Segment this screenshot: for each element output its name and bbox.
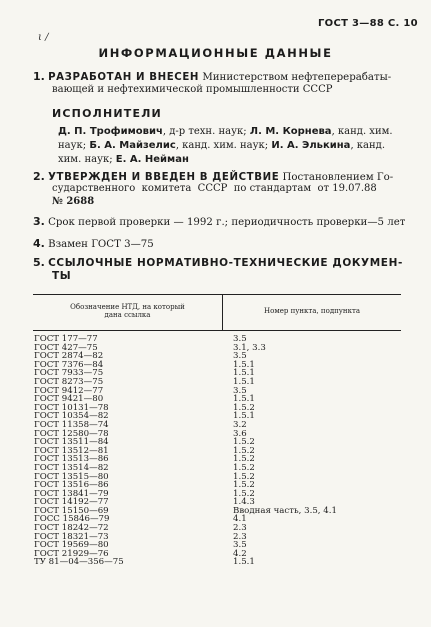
table-cell-item: 2.3	[233, 531, 247, 542]
executors-line3	[58, 154, 189, 165]
executor-name: Д. П. Трофимович	[58, 126, 163, 137]
section-3-number: 3.	[33, 215, 45, 228]
table-cell-doc: ГОСТ 13841—79	[34, 488, 109, 499]
table-cell-doc: ГОСТ 13516—86	[34, 480, 109, 491]
executor-name: Е. А. Нейман	[115, 154, 189, 165]
executor-degree: наук;	[58, 140, 87, 151]
table-cell-item: 1.5.1	[233, 376, 255, 387]
table-cell-item: 1.5.2	[233, 471, 255, 482]
table-cell-doc: ГОСТ 7933—75	[34, 368, 104, 379]
section-4-text: Взамен ГОСТ 3—75	[48, 239, 154, 250]
table-col1-header-line1: Обозначение НТД, на который	[70, 303, 185, 311]
table-cell-doc: ГОСТ 13514—82	[34, 462, 109, 473]
executors-line2	[58, 140, 385, 151]
table-cell-item: 1.5.2	[233, 480, 255, 491]
executor-degree: , канд. хим.	[331, 126, 393, 137]
table-cell-doc: ГОСТ 427—75	[34, 342, 98, 353]
table-cell-doc: ГОСТ 11358—74	[34, 419, 109, 430]
table-cell-item: 1.5.2	[233, 437, 255, 448]
table-cell-doc: ГОСТ 18242—72	[34, 523, 109, 534]
table-cell-item: 3.5	[233, 540, 247, 551]
table-cell-doc: ГОСТ 12580—78	[34, 428, 109, 439]
executor-name: Б. А. Майзелис	[89, 140, 176, 151]
table-cell-item: 4.2	[233, 548, 247, 559]
section-1-text-line1: Министерством нефтеперерабаты-	[202, 72, 392, 83]
section-5-heading-line1: ССЫЛОЧНЫЕ НОРМАТИВНО-ТЕХНИЧЕСКИЕ ДОКУМЕН-	[48, 257, 403, 269]
margin-mark: ι ∕	[38, 32, 49, 43]
table-cell-doc: ГОСТ 7376—84	[34, 359, 104, 370]
table-cell-doc: ГОСТ 13512—81	[34, 445, 109, 456]
section-1	[33, 70, 391, 83]
table-col1-header	[33, 303, 222, 319]
table-cell-doc: ГОСТ 19569—80	[34, 540, 109, 551]
table-cell-item: 3.5	[233, 385, 247, 396]
table-cell-item: 1.5.1	[233, 394, 255, 405]
section-2-number: 2.	[33, 170, 45, 183]
table-cell-item: 1.4.3	[233, 497, 255, 508]
table-header-rule	[33, 330, 401, 331]
table-cell-doc: ГОСТ 9412—77	[34, 385, 104, 396]
table-col2-header: Номер пункта, подпункта	[264, 307, 360, 315]
table-cell-item: 1.5.2	[233, 445, 255, 456]
table-doc-column	[34, 335, 124, 567]
table-cell-doc: ГОСТ 9421—80	[34, 394, 104, 405]
executors-heading: ИСПОЛНИТЕЛИ	[52, 107, 162, 120]
table-cell-item: 2.3	[233, 523, 247, 534]
table-cell-doc: ГОСТ 177—77	[34, 334, 98, 344]
table-cell-doc: ГОСТ 10131—78	[34, 402, 109, 413]
page-title: ИНФОРМАЦИОННЫЕ ДАННЫЕ	[98, 46, 333, 60]
table-cell-item: Вводная часть, 3.5, 4.1	[233, 505, 337, 516]
section-1-heading: РАЗРАБОТАН И ВНЕСЕН	[48, 72, 200, 83]
table-cell-item: 1.5.2	[233, 454, 255, 465]
table-cell-item: 1.5.2	[233, 462, 255, 473]
section-5	[33, 256, 403, 269]
table-cell-item: 3.1, 3.3	[233, 342, 266, 353]
table-cell-item: 1.5.2	[233, 488, 255, 499]
section-2-text-line2: сударственного комитета СССР по стандартам от 19.07.88	[52, 183, 377, 194]
section-4	[33, 237, 154, 250]
page-header-standard-ref: ГОСТ 3—88 С. 10	[318, 18, 418, 29]
table-cell-item: 1.5.1	[233, 368, 255, 379]
table-cell-doc: ГОСТ 13513—86	[34, 454, 109, 465]
table-cell-doc: ГОСТ 8273—75	[34, 376, 104, 387]
section-2	[33, 170, 393, 183]
table-cell-item: 3.2	[233, 419, 247, 430]
executors-line1	[58, 126, 393, 137]
section-5-heading-line2: ТЫ	[52, 270, 72, 282]
section-2-text-line1: Постановлением Го-	[282, 172, 394, 183]
table-cell-doc: ГОСТ 10354—82	[34, 411, 109, 422]
section-3	[33, 215, 405, 228]
table-col1-header-line2: дана ссылка	[104, 311, 151, 319]
table-cell-item: 3.5	[233, 334, 247, 344]
executor-name: Л. М. Корнева	[249, 126, 332, 137]
table-cell-doc: ТУ 81—04—356—75	[34, 557, 124, 568]
section-3-text: Срок первой проверки — 1992 г.; периодичность проверки—5 лет	[48, 217, 406, 228]
section-2-text-line3: № 2688	[52, 196, 95, 207]
table-cell-item: 1.5.1	[233, 557, 255, 568]
executor-degree: , канд.	[350, 140, 386, 151]
section-1-number: 1.	[33, 70, 45, 83]
table-cell-item: 3.6	[233, 428, 247, 439]
table-cell-doc: ГОСТ 14192—77	[34, 497, 109, 508]
table-cell-doc: ГОСТ 15150—69	[34, 505, 109, 516]
executor-degree: , д-р техн. наук;	[162, 126, 247, 137]
section-4-number: 4.	[33, 237, 45, 250]
table-cell-item: 1.5.1	[233, 359, 255, 370]
section-1-text-line2: вающей и нефтехимической промышленности СССР	[52, 84, 333, 95]
executor-degree: , канд. хим. наук;	[175, 140, 269, 151]
table-cell-doc: ГОСТ 21929—76	[34, 548, 109, 559]
table-cell-doc: ГОСС 15846—79	[34, 514, 110, 525]
table-item-column	[233, 335, 337, 567]
table-cell-item: 1.5.2	[233, 402, 255, 413]
section-2-heading: УТВЕРЖДЕН И ВВЕДЕН В ДЕЙСТВИЕ	[48, 172, 280, 183]
table-top-rule	[33, 294, 401, 295]
table-cell-item: 1.5.1	[233, 411, 255, 422]
table-cell-item: 3.5	[233, 351, 247, 362]
table-cell-item: 4.1	[233, 514, 247, 525]
table-cell-doc: ГОСТ 13515—80	[34, 471, 109, 482]
table-cell-doc: ГОСТ 2874—82	[34, 351, 104, 362]
executor-name: И. А. Элькина	[271, 140, 351, 151]
table-cell-doc: ГОСТ 18321—73	[34, 531, 109, 542]
executor-degree: хим. наук;	[58, 154, 113, 165]
table-cell-doc: ГОСТ 13511—84	[34, 437, 109, 448]
section-5-number: 5.	[33, 256, 45, 269]
